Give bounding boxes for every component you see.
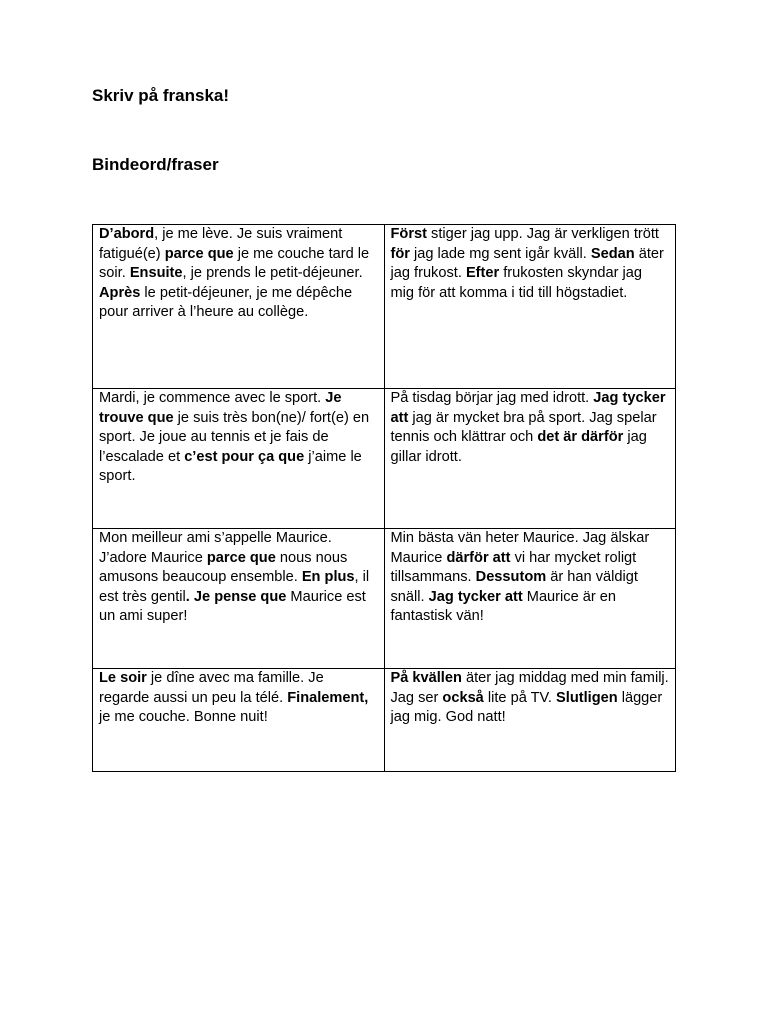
- text-run: je suis très bon(ne)/ fort(e) en sport. Je joue au tennis et je fais de l’escalade et: [99, 409, 370, 465]
- connector-phrase: D’abord: [99, 226, 155, 242]
- text-run: Min bästa vän heter Maurice. Jag älskar Maurice: [390, 530, 650, 566]
- french-text: [99, 669, 378, 728]
- french-cell: [93, 669, 385, 772]
- connector-phrase: . Je pense que: [185, 588, 287, 605]
- text-run: är han väldigt snäll.: [390, 569, 638, 605]
- french-cell: [93, 529, 385, 669]
- connector-phrase: Ensuite: [129, 265, 183, 281]
- connector-phrase: för: [390, 245, 410, 262]
- connector-phrase: En plus: [301, 569, 355, 585]
- text-run: lägger jag mig. God natt!: [390, 689, 663, 725]
- connector-phrase: Slutligen: [556, 689, 618, 706]
- text-run: , je prends le petit-déjeuner.: [182, 265, 363, 281]
- text-run: stiger jag upp. Jag är verkligen trött: [426, 226, 659, 242]
- table-row: [93, 529, 676, 669]
- connector-phrase: Jag tycker att: [390, 390, 666, 426]
- text-run: äter jag frukost.: [390, 245, 664, 281]
- text-run: Mardi, je commence avec le sport.: [99, 390, 326, 406]
- text-run: jag är mycket bra på sport. Jag spelar tennis och klättrar och: [390, 409, 657, 445]
- connector-phrase: Finalement,: [287, 689, 369, 706]
- text-run: , il est très gentil: [99, 569, 370, 605]
- french-text: [99, 225, 378, 323]
- text-run: Maurice est un ami super!: [99, 588, 366, 624]
- swedish-cell: [384, 389, 676, 529]
- french-cell: [93, 225, 385, 389]
- text-run: nous nous amusons beaucoup ensemble.: [99, 549, 348, 585]
- text-run: jag gillar idrott.: [390, 429, 647, 465]
- table-row: [93, 225, 676, 389]
- text-run: je me couche. Bonne nuit!: [99, 709, 268, 725]
- text-run: le petit-déjeuner, je me dépêche pour arriver à l’heure au collège.: [99, 284, 353, 320]
- phrase-table: [92, 224, 676, 772]
- text-run: Mon meilleur ami s’appelle Maurice. J’adore Maurice: [99, 530, 332, 566]
- text-run: jag lade mg sent igår kväll.: [409, 245, 591, 262]
- french-text: [99, 389, 378, 487]
- connector-phrase: Je trouve que: [99, 390, 342, 426]
- swedish-text: [391, 389, 670, 467]
- connector-phrase: Först: [390, 226, 427, 242]
- connector-phrase: det är därför: [537, 429, 624, 445]
- swedish-cell: [384, 529, 676, 669]
- table-row: [93, 389, 676, 529]
- text-run: äter jag middag med min familj. Jag ser: [390, 670, 669, 706]
- connector-phrase: Sedan: [590, 245, 635, 262]
- connector-phrase: därför att: [446, 549, 511, 566]
- connector-phrase: Jag tycker att: [428, 588, 523, 605]
- swedish-text: [391, 529, 670, 627]
- text-run: , je me lève. Je suis vraiment fatigué(e): [99, 226, 343, 262]
- text-run: frukosten skyndar jag mig för att komma i tid till högstadiet.: [390, 265, 642, 301]
- table-row: [93, 669, 676, 772]
- connector-phrase: parce que: [164, 245, 234, 262]
- text-run: lite på TV.: [483, 689, 557, 706]
- swedish-cell: [384, 225, 676, 389]
- connector-phrase: På kvällen: [390, 670, 462, 686]
- section-heading: Bindeord/fraser: [92, 155, 219, 174]
- connector-phrase: c’est pour ça que: [184, 448, 305, 465]
- text-run: Maurice är en fantastisk vän!: [390, 588, 617, 624]
- connector-phrase: också: [442, 689, 484, 706]
- text-run: På tisdag börjar jag med idrott.: [390, 390, 594, 406]
- swedish-text: [391, 669, 670, 728]
- text-run: je dîne avec ma famille. Je regarde aussi un peu la télé.: [99, 670, 324, 706]
- connector-phrase: Dessutom: [475, 569, 547, 585]
- swedish-cell: [384, 669, 676, 772]
- text-run: j’aime le sport.: [99, 448, 362, 484]
- text-run: je me couche tard le soir.: [99, 245, 370, 281]
- page-title: Skriv på franska!: [92, 86, 230, 105]
- swedish-text: [391, 225, 670, 303]
- connector-phrase: Après: [99, 284, 141, 301]
- french-cell: [93, 389, 385, 529]
- connector-phrase: Le soir: [99, 670, 147, 686]
- connector-phrase: parce que: [206, 549, 276, 566]
- french-text: [99, 529, 378, 627]
- connector-phrase: Efter: [465, 265, 500, 281]
- text-run: vi har mycket roligt tillsammans.: [390, 549, 637, 585]
